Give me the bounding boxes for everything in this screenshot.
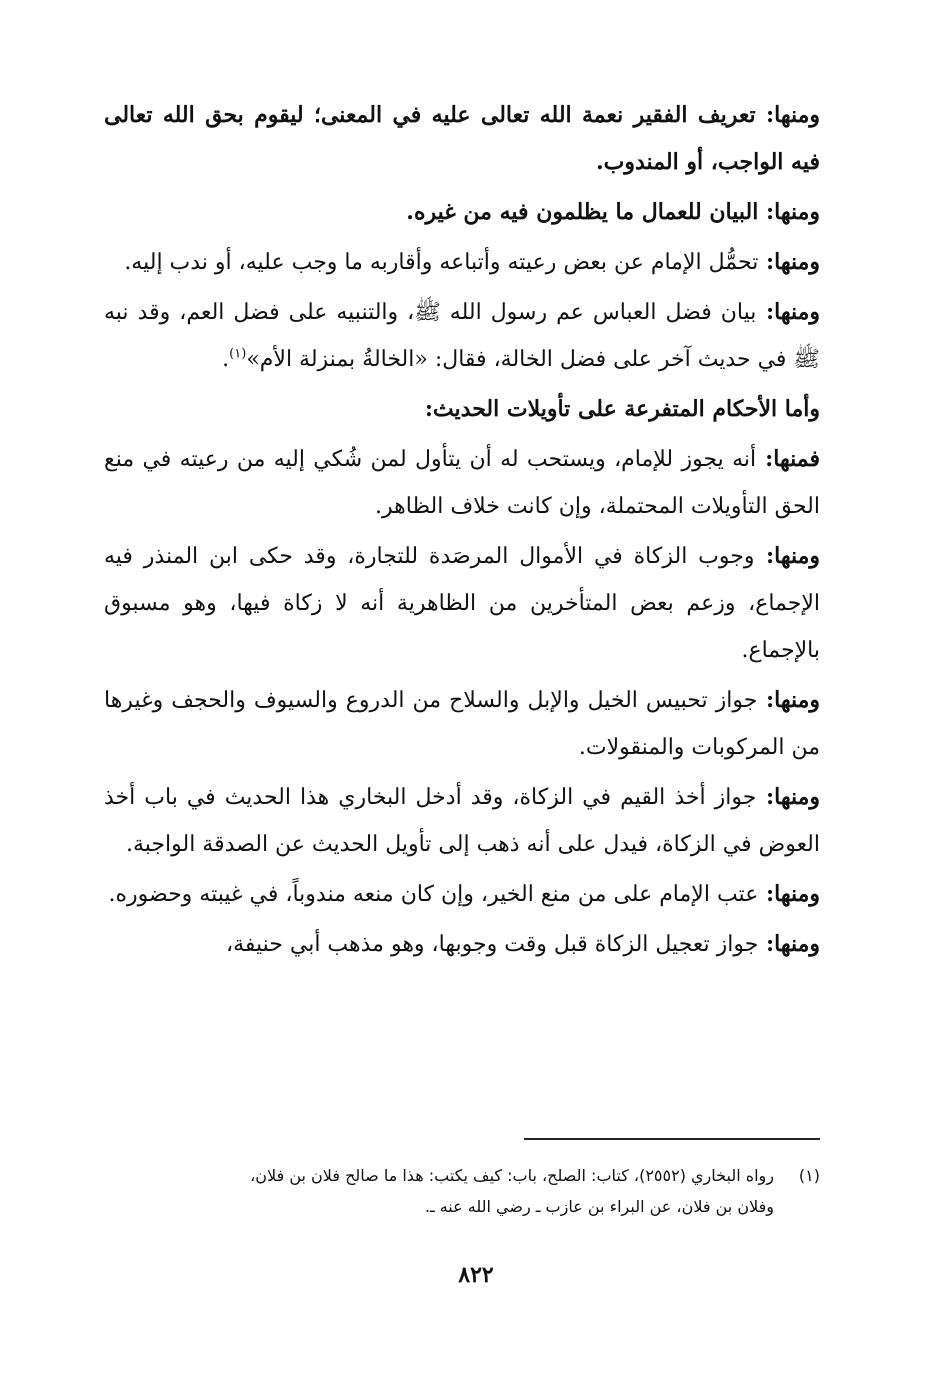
paragraph-11: ومنها: جواز تعجيل الزكاة قبل وقت وجوبها، وهو مذهب أبي حنيفة، bbox=[225, 931, 820, 957]
paragraph-text: جواز تعجيل الزكاة قبل وقت وجوبها، وهو مذهب أبي حنيفة، bbox=[225, 932, 759, 957]
page-number: ٨٢٢ bbox=[458, 1262, 494, 1288]
paragraph-2: ومنها: البيان للعمال ما يظلمون فيه من غيره. bbox=[406, 199, 820, 225]
paragraph-1: ومنها: تعريف الفقير نعمة الله تعالى عليه في المعنى؛ ليقوم بحق الله تعالى فيه الواجب، أو المندوب. bbox=[104, 102, 821, 175]
footnote-line-2: وفلان بن فلان، عن البراء بن عازب ـ رضي الله عنه ـ. bbox=[424, 1197, 774, 1216]
paragraph-3: ومنها: تحمُّل الإمام عن بعض رعيته وأتباعه وأقاربه ما وجب عليه، أو ندب إليه. bbox=[124, 249, 820, 275]
paragraph-text: تحمُّل الإمام عن بعض رعيته وأتباعه وأقاربه ما وجب عليه، أو ندب إليه. bbox=[124, 250, 759, 275]
paragraph-text: بيان فضل العباس عم رسول الله ﷺ، والتنبيه على فضل العم، وقد نبه ﷺ في حديث آخر على فضل الخالة، فقال: «الخالةُ بمنزلة الأم» bbox=[104, 300, 820, 372]
paragraph-lead: فمنها bbox=[773, 446, 820, 472]
paragraph-text: جواز أخذ القيم في الزكاة، وقد أدخل البخاري هذا الحديث في باب أخذ العوض في الزكاة، فيدل على أنه ذهب إلى تأويل الحديث عن الصدقة الواجبة. bbox=[104, 785, 820, 857]
paragraph-tail: . bbox=[222, 347, 230, 372]
paragraph-10: ومنها: عتب الإمام على من منع الخير، وإن كان منعه مندوباً، في غيبته وحضوره. bbox=[108, 881, 820, 907]
paragraph-9: ومنها: جواز أخذ القيم في الزكاة، وقد أدخل البخاري هذا الحديث في باب أخذ العوض في الزكاة، فيدل على أنه ذهب إلى تأويل الحديث عن الصدقة الواجبة. bbox=[104, 784, 820, 857]
paragraph-4: ومنها: بيان فضل العباس عم رسول الله ﷺ، والتنبيه على فضل العم، وقد نبه ﷺ في حديث آخر على فضل الخالة، فقال: «الخالةُ بمنزلة الأم»$^{(١)}$. bbox=[104, 299, 821, 372]
main-text bbox=[104, 92, 820, 971]
paragraph-6: فمنها: أنه يجوز للإمام، ويستحب له أن يتأول لمن شُكي إليه من رعيته في منع الحق التأويلات المحتملة، وإن كانت خلاف الظاهر. bbox=[104, 446, 820, 519]
footnotes bbox=[104, 1160, 820, 1222]
footnote-number: (١) bbox=[798, 1166, 820, 1185]
paragraph-lead: ومنها bbox=[774, 199, 820, 225]
footnote-divider bbox=[524, 1138, 820, 1140]
footnote-line-1: رواه البخاري (٢٥٥٢)، كتاب: الصلح، باب: كيف يكتب: هذا ما صالح فلان بن فلان، bbox=[250, 1166, 774, 1185]
paragraph-text: جواز تحبيس الخيل والإبل والسلاح من الدروع والسيوف والحجف وغيرها من المركوبات والمنقولات. bbox=[104, 688, 820, 760]
paragraph-lead: ومنها bbox=[774, 687, 820, 713]
paragraph-text: أنه يجوز للإمام، ويستحب له أن يتأول لمن شُكي إليه من رعيته في منع الحق التأويلات المحتملة، وإن كانت خلاف الظاهر. bbox=[104, 447, 820, 519]
paragraph-lead: ومنها bbox=[774, 249, 820, 275]
paragraph-text: عتب الإمام على من منع الخير، وإن كان منعه مندوباً، في غيبته وحضوره. bbox=[108, 882, 759, 907]
heading-text: وأما الأحكام المتفرعة على تأويلات الحديث: bbox=[424, 396, 820, 422]
footnote-reference[interactable]: (١) bbox=[229, 346, 247, 362]
paragraph-text: البيان للعمال ما يظلمون فيه من غيره. bbox=[406, 199, 759, 225]
paragraph-lead: ومنها bbox=[774, 543, 820, 569]
paragraph-7: ومنها: وجوب الزكاة في الأموال المرصَدة للتجارة، وقد حكى ابن المنذر فيه الإجماع، وزعم بعض المتأخرين من الظاهرية أنه لا زكاة فيها، وهو مسبوق بالإجماع. bbox=[104, 543, 820, 663]
footnote-1 bbox=[104, 1160, 820, 1191]
paragraph-8: ومنها: جواز تحبيس الخيل والإبل والسلاح من الدروع والسيوف والحجف وغيرها من المركوبات والمنقولات. bbox=[104, 687, 820, 760]
paragraph-text: وجوب الزكاة في الأموال المرصَدة للتجارة، وقد حكى ابن المنذر فيه الإجماع، وزعم بعض المتأخرين من الظاهرية أنه لا زكاة فيها، وهو مسبوق بالإجماع. bbox=[104, 544, 820, 663]
paragraph-lead: ومنها bbox=[774, 784, 820, 810]
paragraph-lead: ومنها bbox=[774, 102, 821, 128]
paragraph-lead: ومنها bbox=[774, 299, 821, 325]
paragraph-lead: ومنها bbox=[774, 931, 820, 957]
paragraph-text: تعريف الفقير نعمة الله تعالى عليه في المعنى؛ ليقوم بحق الله تعالى فيه الواجب، أو المندوب. bbox=[104, 102, 820, 175]
section-heading bbox=[104, 386, 820, 433]
paragraph-lead: ومنها bbox=[774, 881, 820, 907]
